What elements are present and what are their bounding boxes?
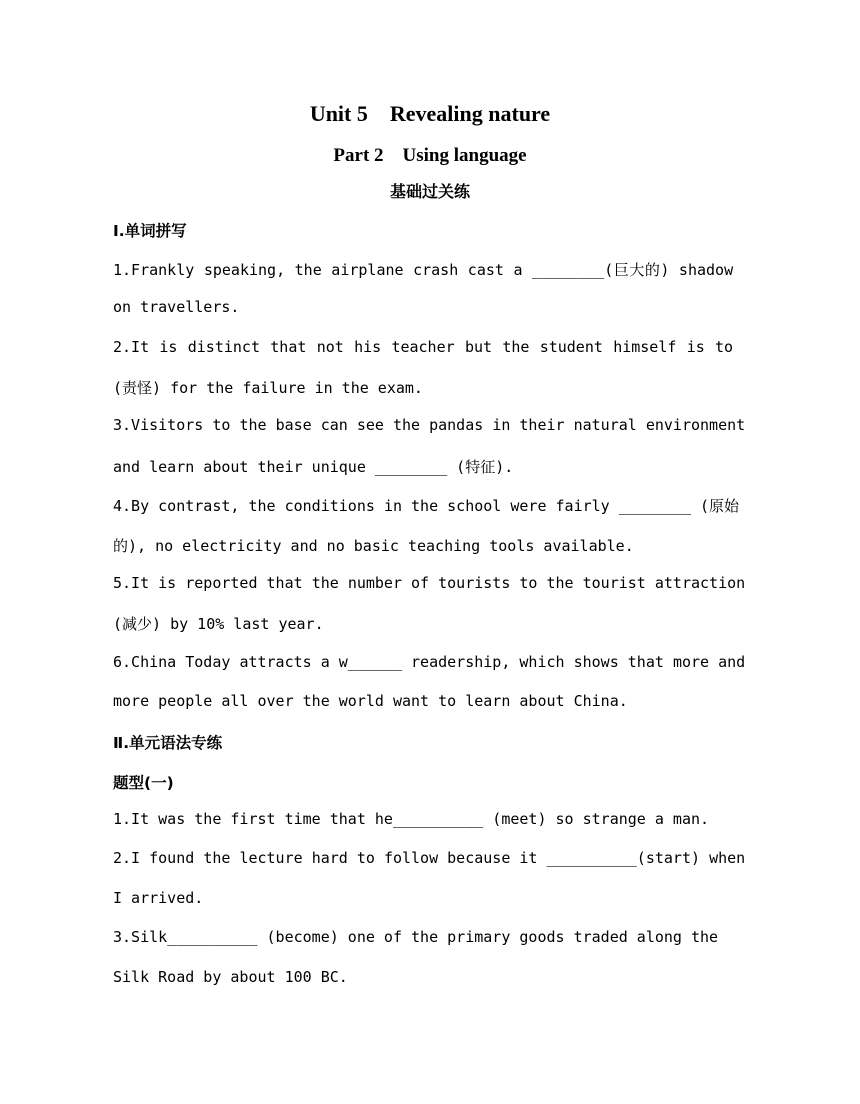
exercise-line: (减少) by 10% last year.	[113, 615, 324, 633]
exercise-line: 2.It is distinct that not his teacher but the student himself is to	[113, 338, 734, 356]
exercise-line: 1.It was the first time that he__________ (meet) so strange a man.	[113, 810, 710, 828]
exercise-line: I arrived.	[113, 889, 204, 907]
exercise-line: (责怪) for the failure in the exam.	[113, 379, 423, 397]
exercise-line: 5.It is reported that the number of tourists to the tourist attraction	[113, 574, 746, 592]
section-heading: 基础过关练	[389, 182, 470, 201]
exercise-line: 1.Frankly speaking, the airplane crash cast a ________(巨大的) shadow	[113, 261, 734, 279]
part-subtitle: Part 2 Using language	[333, 145, 527, 166]
part2-heading: Ⅱ.单元语法专练	[113, 734, 223, 752]
question-type-heading: 题型(一)	[113, 774, 174, 792]
exercise-line: 6.China Today attracts a w______ readership, which shows that more and	[113, 653, 746, 671]
exercise-line: more people all over the world want to learn about China.	[113, 692, 628, 710]
exercise-line: 4.By contrast, the conditions in the school were fairly ________ (原始	[113, 497, 740, 515]
exercise-line: Silk Road by about 100 BC.	[113, 968, 348, 986]
exercise-line: and learn about their unique ________ (特征).	[113, 458, 514, 476]
exercise-line: 的), no electricity and no basic teaching tools available.	[113, 537, 634, 555]
exercise-line: on travellers.	[113, 298, 240, 316]
part1-heading: Ⅰ.单词拼写	[113, 222, 187, 240]
exercise-line: 3.Silk__________ (become) one of the primary goods traded along the	[113, 928, 719, 946]
unit-title: Unit 5 Revealing nature	[309, 101, 551, 126]
exercise-line: 2.I found the lecture hard to follow because it __________(start) when	[113, 849, 746, 867]
exercise-line: 3.Visitors to the base can see the pandas in their natural environment	[113, 416, 746, 434]
